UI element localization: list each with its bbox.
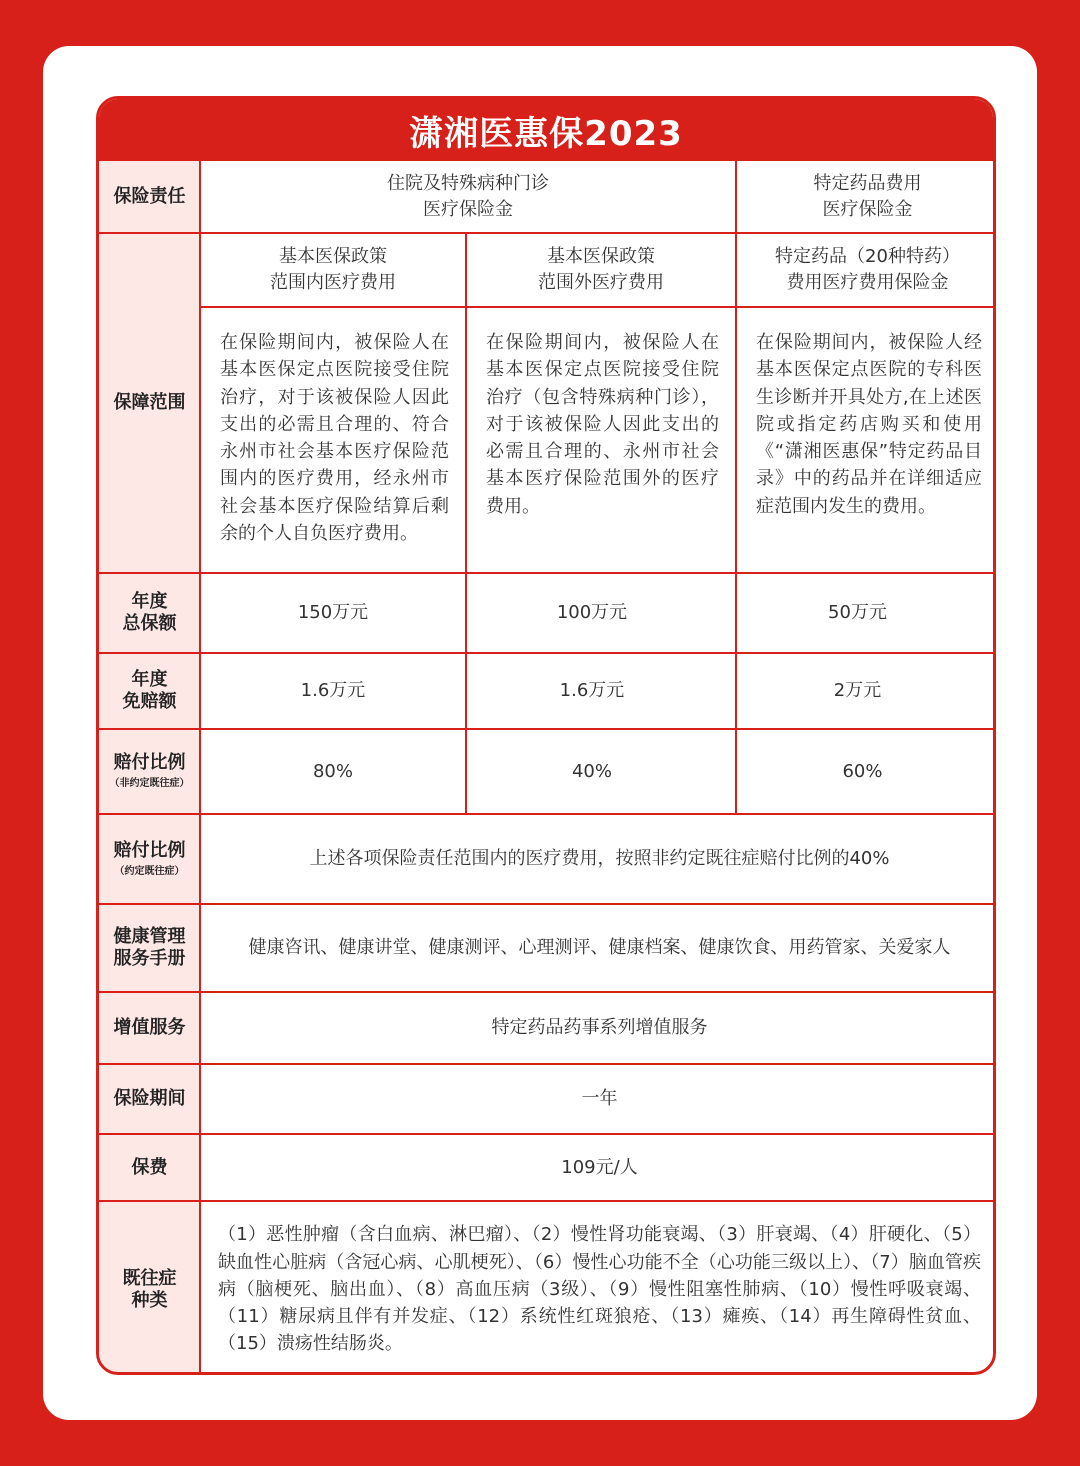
ratio-non-out: 40% <box>571 760 612 782</box>
label-annual-limit <box>99 573 200 653</box>
label-ratio-non-text: 赔付比例 <box>113 752 186 773</box>
label-scope <box>99 233 200 573</box>
grid-line <box>99 1133 996 1135</box>
label-annual-limit-line2: 总保额 <box>122 613 177 634</box>
label-ratio-pre-sub: （约定既往症） <box>114 865 185 877</box>
grid-line <box>99 903 996 905</box>
scope-desc-drug: 在保险期间内，被保险人经基本医保定点医院的专科医生诊断并开具处方,在上述医院或指定药店购买和使用《“潇湘医惠保”特定药品目录》中的药品并在详细适应症范围内发生的费用。 <box>756 332 982 517</box>
label-period-text: 保险期间 <box>113 1088 186 1109</box>
label-value-added <box>99 992 200 1064</box>
grid-line <box>99 232 996 234</box>
annual-limit-drug: 50万元 <box>828 602 887 623</box>
label-ratio-non-sub: （非约定既往症） <box>109 778 190 789</box>
deductible-in: 1.6万元 <box>300 680 366 701</box>
label-health-line1: 健康管理 <box>113 926 186 947</box>
value-added-value: 特定药品药事系列增值服务 <box>491 1017 708 1038</box>
grid-line <box>200 306 996 308</box>
grid-line <box>99 572 996 574</box>
liability-hospital: 住院及特殊病种门诊 医疗保险金 <box>387 173 549 220</box>
grid-line <box>735 161 737 814</box>
label-annual-limit-line1: 年度 <box>131 591 168 612</box>
deductible-drug: 2万元 <box>833 680 882 701</box>
premium-value: 109元/人 <box>561 1156 638 1178</box>
label-ratio-preexisting <box>99 814 200 904</box>
ratio-non-drug: 60% <box>842 760 883 782</box>
grid-line <box>99 813 996 815</box>
label-value-added-text: 增值服务 <box>113 1017 186 1038</box>
label-preexisting-line1: 既往症 <box>122 1267 177 1289</box>
label-ratio-pre-text: 赔付比例 <box>113 839 186 861</box>
annual-limit-out: 100万元 <box>556 602 628 623</box>
scope-header-in: 基本医保政策 范围内医疗费用 <box>270 246 396 293</box>
label-deductible-line1: 年度 <box>131 669 168 690</box>
label-deductible <box>99 653 200 729</box>
label-liability <box>99 161 200 233</box>
label-period <box>99 1064 200 1134</box>
label-deductible-line2: 免赔额 <box>122 691 177 712</box>
coverage-table <box>96 96 996 1375</box>
ratio-non-in: 80% <box>312 760 353 782</box>
period-value: 一年 <box>581 1088 618 1109</box>
deductible-out: 1.6万元 <box>559 680 625 701</box>
annual-limit-in: 150万元 <box>297 602 369 623</box>
preexisting-value: （1）恶性肿瘤（含白血病、淋巴瘤）、（2）慢性肾功能衰竭、（3）肝衰竭、（4）肝硬化、（5）缺血性心脏病（含冠心病、心肌梗死）、（6）慢性心功能不全（心功能三级以上）、（7）脑血管疾病（脑梗死、脑出血）、（8）高血压病（3级）、（9）慢性阻塞性肺病、（10）慢性呼吸衰竭、（11）糖尿病且伴有并发症、（12）系统性红斑狼疮、（13）瘫痪、（14）再生障碍性贫血、（15）溃疡性结肠炎。 <box>218 1224 981 1355</box>
scope-desc-in: 在保险期间内，被保险人在基本医保定点医院接受住院治疗，对于该被保险人因此支出的必需且合理的、符合永州市社会基本医疗保险范围内的医疗费用，经永州市社会基本医疗保险结算后剩余的个人自负医疗费用。 <box>220 332 449 545</box>
grid-line <box>99 991 996 993</box>
label-health <box>99 904 200 992</box>
label-health-line2: 服务手册 <box>113 948 186 969</box>
grid-line <box>99 1063 996 1065</box>
table-title: 潇湘医惠保2023 <box>99 99 993 161</box>
label-premium <box>99 1134 200 1201</box>
grid-line <box>99 1200 996 1202</box>
liability-drug: 特定药品费用 医疗保险金 <box>813 173 922 220</box>
label-liability-text: 保险责任 <box>113 186 186 207</box>
grid-line <box>199 161 201 1375</box>
health-value: 健康咨讯、健康讲堂、健康测评、心理测评、健康档案、健康饮食、用药管家、关爱家人 <box>248 937 951 958</box>
label-scope-text: 保障范围 <box>113 392 186 413</box>
scope-header-drug: 特定药品（20种特药） 费用医疗费用保险金 <box>775 246 960 293</box>
label-ratio-non-preexisting <box>99 729 200 814</box>
grid-line <box>99 652 996 654</box>
grid-line <box>99 728 996 730</box>
scope-header-out: 基本医保政策 范围外医疗费用 <box>538 246 664 293</box>
label-preexisting <box>99 1201 200 1375</box>
ratio-pre-value: 上述各项保险责任范围内的医疗费用，按照非约定既往症赔付比例的40% <box>309 848 890 869</box>
grid-line <box>465 233 467 814</box>
label-preexisting-line2: 种类 <box>131 1289 168 1311</box>
label-premium-text: 保费 <box>131 1156 168 1178</box>
scope-desc-out: 在保险期间内，被保险人在基本医保定点医院接受住院治疗（包含特殊病种门诊），对于该被保险人因此支出的必需且合理的、永州市社会基本医疗保险范围外的医疗费用。 <box>486 332 719 517</box>
